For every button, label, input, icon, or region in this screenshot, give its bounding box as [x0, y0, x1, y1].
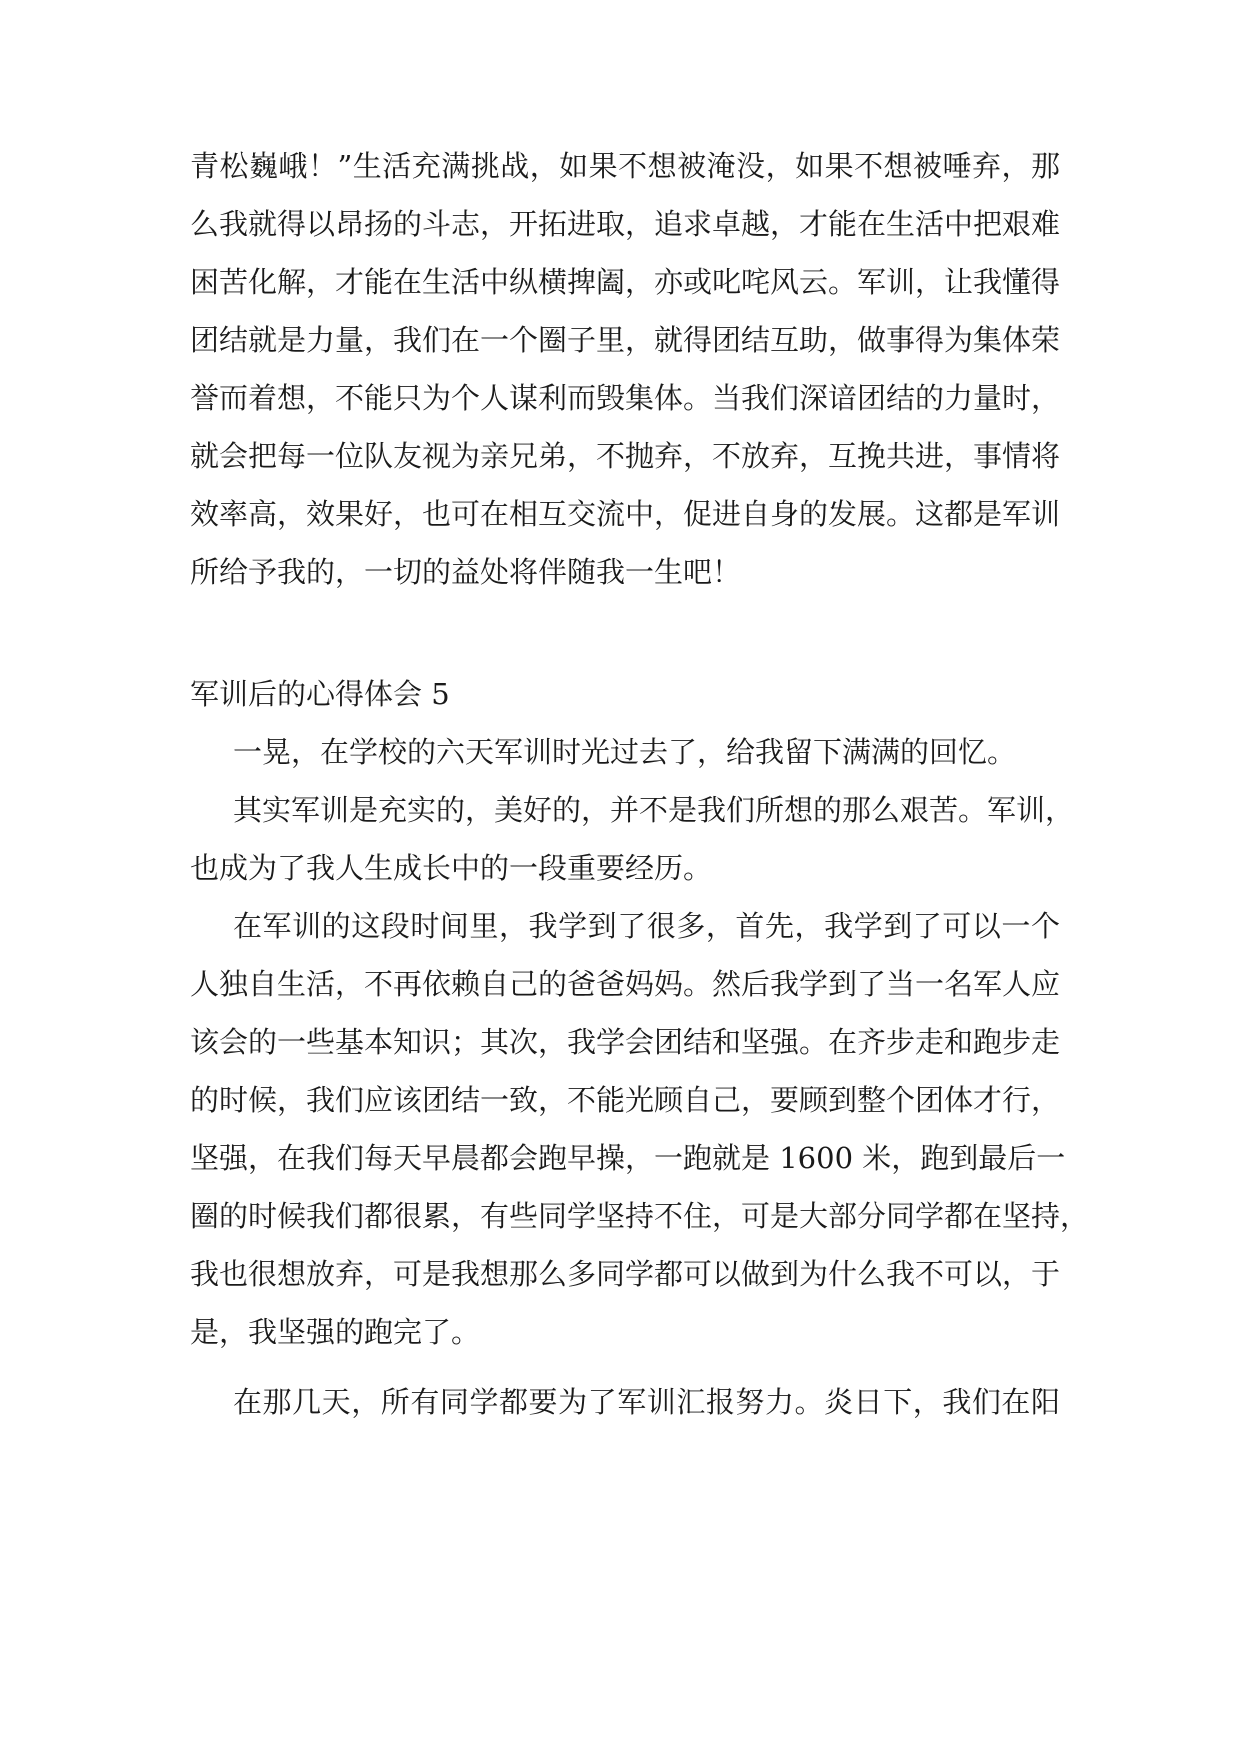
text-line: 困苦化解，才能在生活中纵横捭阖，亦或叱咤风云。军训，让我懂得	[190, 265, 1061, 299]
text-line: 青松巍峨！”生活充满挑战，如果不想被淹没，如果不想被唾弃，那	[190, 149, 1060, 183]
text-line: 誉而着想，不能只为个人谋利而毁集体。当我们深谙团结的力量时，	[190, 381, 1061, 415]
text-line: 在军训的这段时间里，我学到了很多，首先，我学到了可以一个	[233, 909, 1060, 943]
text-line: 一晃，在学校的六天军训时光过去了，给我留下满满的回忆。	[233, 735, 1017, 769]
text-line: 我也很想放弃，可是我想那么多同学都可以做到为什么我不可以，于	[190, 1257, 1061, 1291]
text-line: 人独自生活，不再依赖自己的爸爸妈妈。然后我学到了当一名军人应	[190, 967, 1061, 1001]
text-line: 的时候，我们应该团结一致，不能光顾自己，要顾到整个团体才行，	[190, 1083, 1061, 1117]
section-title: 军训后的心得体会 5	[190, 677, 450, 711]
text-line: 团结就是力量，我们在一个圈子里，就得团结互助，做事得为集体荣	[190, 323, 1061, 357]
text-line: 该会的一些基本知识；其次，我学会团结和坚强。在齐步走和跑步走	[190, 1025, 1061, 1059]
text-line: 也成为了我人生成长中的一段重要经历。	[190, 851, 713, 885]
text-line: 效率高，效果好，也可在相互交流中，促进自身的发展。这都是军训	[190, 497, 1061, 531]
text-line: 是，我坚强的跑完了。	[190, 1315, 481, 1349]
text-line: 么我就得以昂扬的斗志，开拓进取，追求卓越，才能在生活中把艰难	[190, 207, 1061, 241]
text-line: 所给予我的，一切的益处将伴随我一生吧！	[190, 555, 742, 589]
text-line: 圈的时候我们都很累，有些同学坚持不住，可是大部分同学都在坚持，	[190, 1199, 1090, 1233]
text-line: 其实军训是充实的，美好的，并不是我们所想的那么艰苦。军训，	[233, 793, 1075, 827]
text-line: 在那几天，所有同学都要为了军训汇报努力。炎日下，我们在阳	[233, 1385, 1060, 1419]
text-line: 坚强，在我们每天早晨都会跑早操，一跑就是 1600 米，跑到最后一	[190, 1141, 1066, 1175]
text-line: 就会把每一位队友视为亲兄弟，不抛弃，不放弃，互挽共进，事情将	[190, 439, 1061, 473]
